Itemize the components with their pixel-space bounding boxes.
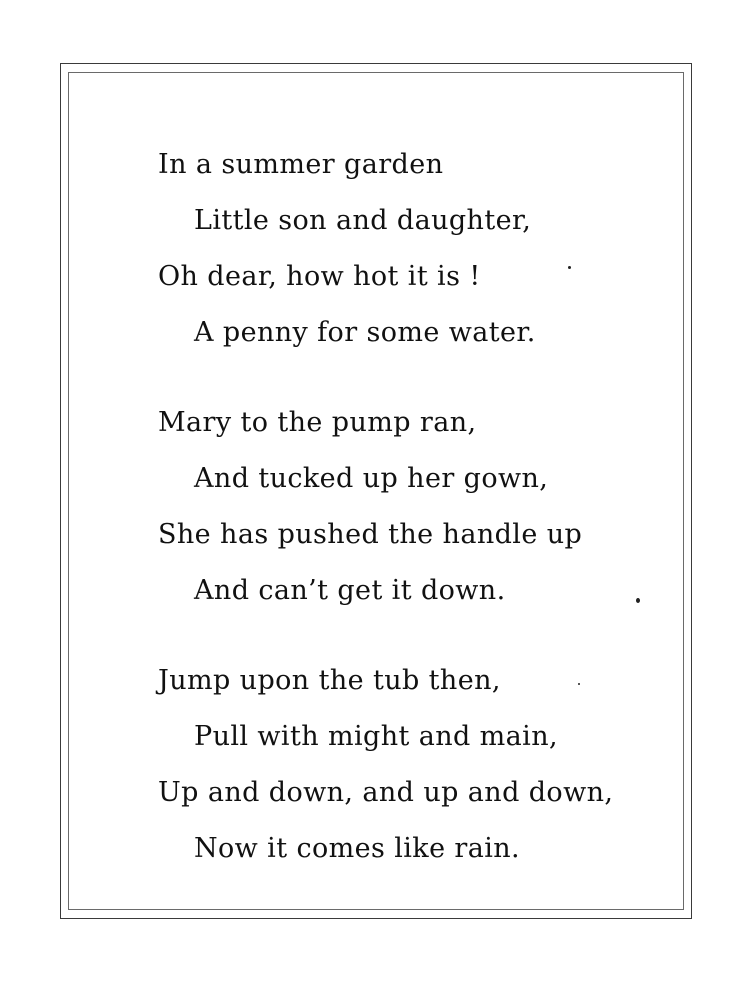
- poem-stanza-2: [158, 395, 613, 619]
- poem-line: And tucked up her gown,: [194, 463, 549, 494]
- poem-line: Little son and daughter,: [194, 205, 532, 236]
- poem-line: Up and down, and up and down,: [158, 777, 614, 808]
- poem: [158, 137, 613, 911]
- poem-line: Now it comes like rain.: [194, 833, 521, 864]
- poem-line: She has pushed the handle up: [158, 519, 583, 550]
- poem-line: Mary to the pump ran,: [158, 407, 477, 438]
- poem-stanza-1: [158, 137, 613, 361]
- poem-line: Oh dear, how hot it is !: [158, 261, 481, 292]
- print-speck: [578, 683, 580, 685]
- poem-line: Jump upon the tub then,: [158, 665, 501, 696]
- poem-line: Pull with might and main,: [194, 721, 558, 752]
- print-speck: [568, 266, 571, 269]
- poem-line: A penny for some water.: [194, 317, 536, 348]
- poem-line: And can’t get it down.: [194, 575, 506, 606]
- poem-stanza-3: [158, 653, 613, 877]
- print-speck: [636, 598, 640, 603]
- poem-line: In a summer garden: [158, 149, 444, 180]
